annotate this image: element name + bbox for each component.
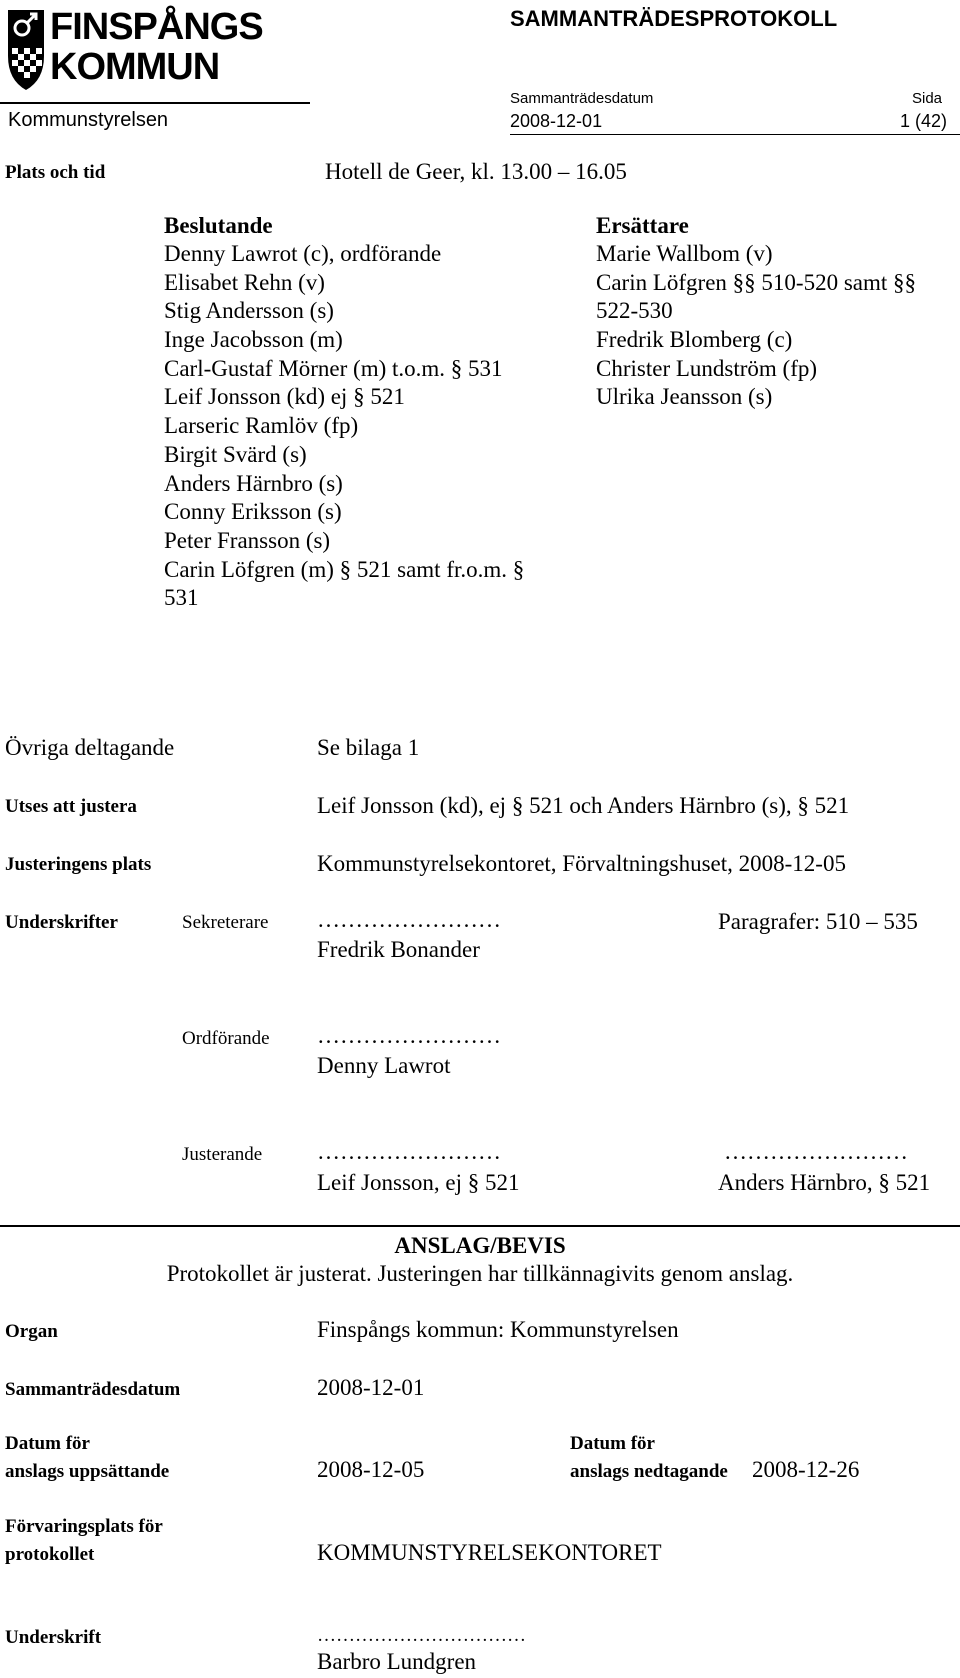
list-item: Birgit Svärd (s) bbox=[164, 441, 307, 467]
list-item: Conny Eriksson (s) bbox=[164, 499, 342, 525]
list-item: Carin Löfgren (m) § 521 samt fr.o.m. § bbox=[164, 556, 525, 582]
forvaring-label-line2: protokollet bbox=[5, 1544, 95, 1565]
ersattare-heading: Ersättare bbox=[596, 213, 689, 238]
justerande-label: Justerande bbox=[182, 1144, 263, 1165]
logo-text-line2: KOMMUN bbox=[50, 46, 220, 88]
header-divider bbox=[0, 102, 310, 104]
list-item: Leif Jonsson (kd) ej § 521 bbox=[164, 384, 405, 410]
sekreterare-label: Sekreterare bbox=[182, 912, 269, 933]
list-item: Denny Lawrot (c), ordförande bbox=[164, 241, 442, 266]
underskrift-name: Barbro Lundgren bbox=[317, 1649, 477, 1674]
anslag-text: Protokollet är justerat. Justeringen har tillkännagivits genom anslag. bbox=[166, 1261, 794, 1286]
nedtagande-label-line2: anslags nedtagande bbox=[570, 1461, 728, 1482]
list-item: Marie Wallbom (v) bbox=[596, 241, 773, 266]
list-item: Stig Andersson (s) bbox=[164, 298, 334, 324]
justerande1-signature-line: …………………… bbox=[317, 1139, 501, 1164]
forvaring-label-line1: Förvaringsplats för bbox=[5, 1516, 163, 1537]
ordforande-label: Ordförande bbox=[182, 1028, 270, 1049]
ordforande-name: Denny Lawrot bbox=[317, 1053, 451, 1078]
forvaring-value: KOMMUNSTYRELSEKONTORET bbox=[317, 1540, 662, 1565]
anslag-datum-value: 2008-12-01 bbox=[317, 1375, 425, 1400]
list-item: Peter Fransson (s) bbox=[164, 527, 331, 553]
ovriga-value: Se bilaga 1 bbox=[317, 735, 420, 760]
meeting-date-label: Sammanträdesdatum bbox=[510, 90, 654, 107]
justerande2-signature-line: …………………… bbox=[724, 1139, 908, 1164]
list-item: Christer Lundström (fp) bbox=[596, 355, 818, 381]
section-divider bbox=[0, 1225, 960, 1227]
paragrafer-value: Paragrafer: 510 – 535 bbox=[718, 909, 918, 934]
page-label: Sida bbox=[912, 90, 943, 107]
plats-value: Hotell de Geer, kl. 13.00 – 16.05 bbox=[325, 159, 627, 184]
underskrift-label: Underskrift bbox=[5, 1627, 102, 1648]
plats-label: Plats och tid bbox=[5, 162, 106, 183]
logo-text-line1: FINSPÅNGS bbox=[50, 6, 263, 48]
list-item: 522-530 bbox=[596, 298, 673, 324]
list-item: Anders Härnbro (s) bbox=[164, 470, 343, 496]
justeringens-plats-label: Justeringens plats bbox=[5, 854, 152, 875]
ordforande-signature-line: …………………… bbox=[317, 1023, 501, 1048]
list-item: Fredrik Blomberg (c) bbox=[596, 327, 793, 353]
justera-label: Utses att justera bbox=[5, 796, 137, 817]
nedtagande-label-line1: Datum för bbox=[570, 1433, 655, 1454]
nedtagande-value: 2008-12-26 bbox=[752, 1457, 860, 1482]
department-name: Kommunstyrelsen bbox=[8, 109, 169, 131]
organ-value: Finspångs kommun: Kommunstyrelsen bbox=[317, 1317, 679, 1342]
uppsattande-label-line2: anslags uppsättande bbox=[5, 1461, 170, 1482]
page-number: 1 (42) bbox=[900, 111, 948, 131]
list-item: Elisabet Rehn (v) bbox=[164, 269, 325, 295]
ovriga-label: Övriga deltagande bbox=[5, 735, 175, 760]
list-item: 531 bbox=[164, 585, 199, 611]
uppsattande-value: 2008-12-05 bbox=[317, 1457, 425, 1482]
justera-value: Leif Jonsson (kd), ej § 521 och Anders Härnbro (s), § 521 bbox=[317, 793, 850, 818]
beslutande-list bbox=[164, 240, 524, 613]
list-item: Inge Jacobsson (m) bbox=[164, 327, 343, 353]
list-item: Carl-Gustaf Mörner (m) t.o.m. § 531 bbox=[164, 355, 503, 381]
anslag-heading: ANSLAG/BEVIS bbox=[394, 1233, 566, 1258]
beslutande-heading: Beslutande bbox=[164, 213, 273, 238]
underskrift-signature-line: …………………………… bbox=[317, 1625, 526, 1646]
ersattare-list bbox=[596, 240, 916, 412]
justeringens-plats-value: Kommunstyrelsekontoret, Förvaltningshuset, 2008-12-05 bbox=[317, 851, 846, 876]
document-title: SAMMANTRÄDESPROTOKOLL bbox=[510, 6, 838, 31]
header-date-divider bbox=[510, 134, 960, 135]
list-item: Larseric Ramlöv (fp) bbox=[164, 413, 359, 439]
list-item: Carin Löfgren §§ 510-520 samt §§ bbox=[596, 269, 917, 295]
justerande1-name: Leif Jonsson, ej § 521 bbox=[317, 1170, 520, 1195]
uppsattande-label-line1: Datum för bbox=[5, 1433, 90, 1454]
organ-label: Organ bbox=[5, 1321, 58, 1342]
sekreterare-name: Fredrik Bonander bbox=[317, 937, 480, 962]
meeting-date-value: 2008-12-01 bbox=[510, 111, 603, 131]
underskrifter-label: Underskrifter bbox=[5, 912, 118, 933]
coat-of-arms-icon bbox=[6, 8, 46, 92]
list-item: Ulrika Jeansson (s) bbox=[596, 384, 773, 410]
anslag-datum-label: Sammanträdesdatum bbox=[5, 1379, 181, 1400]
justerande2-name: Anders Härnbro, § 521 bbox=[718, 1170, 931, 1195]
finspangs-kommun-logo bbox=[6, 8, 306, 98]
sekreterare-signature-line: …………………… bbox=[317, 907, 501, 932]
